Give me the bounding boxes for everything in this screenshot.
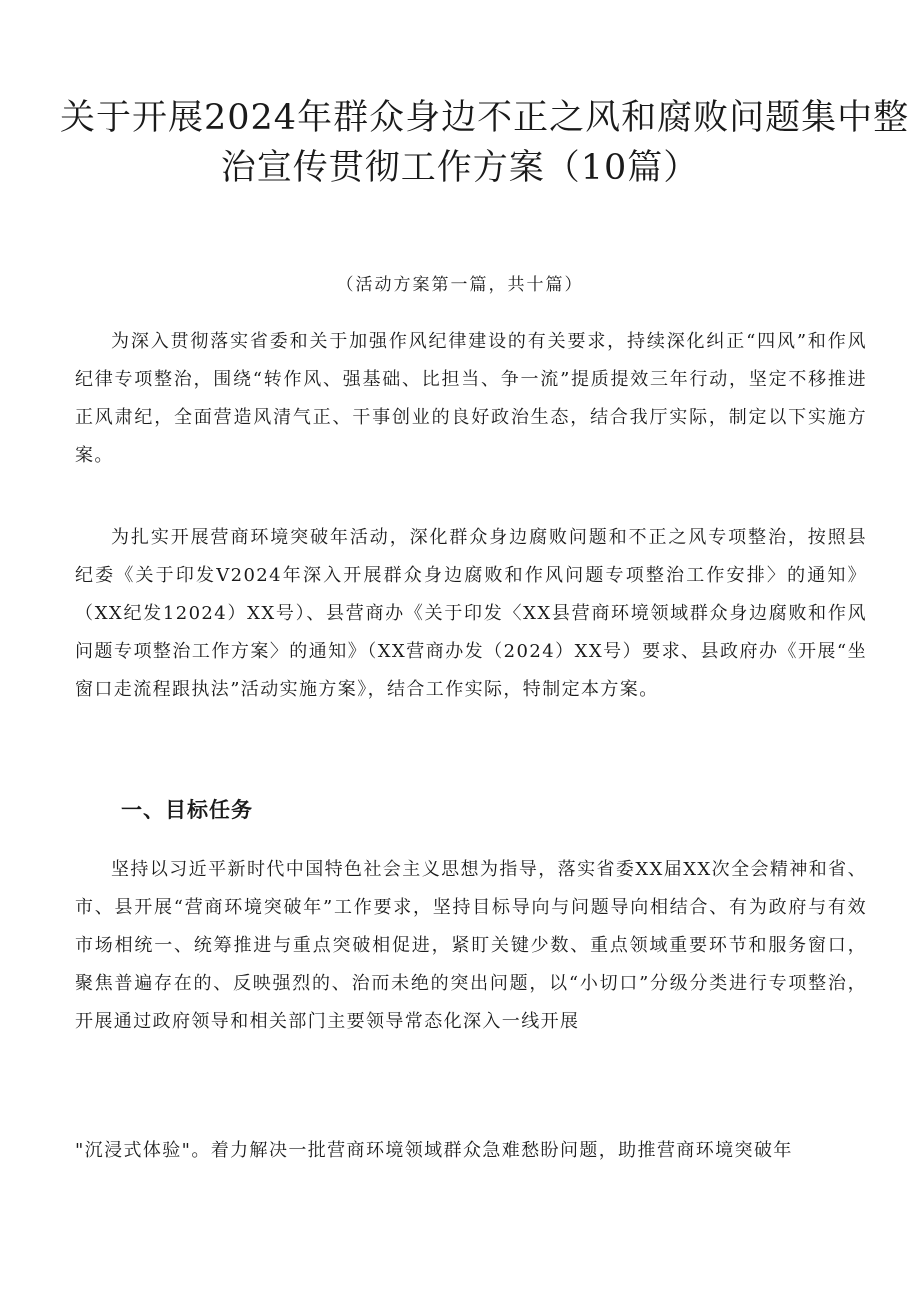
document-title-line-2: 治宣传贯彻工作方案（10篇） (220, 148, 700, 188)
document-title-line-1: 关于开展2024年群众身边不正之风和腐败问题集中整 (60, 98, 910, 138)
intro-paragraph-1: 为深入贯彻落实省委和关于加强作风纪律建设的有关要求，持续深化纠正“四风”和作风纪律专项整治，围绕“转作风、强基础、比担当、争一流”提质提效三年行动，坚定不移推进正风肃纪，全面营造风清气正、干事创业的良好政治生态，结合我厅实际，制定以下实施方案。 (75, 331, 867, 466)
section-paragraph-1: 坚持以习近平新时代中国特色社会主义思想为指导，落实省委XX届XX次全会精神和省、市、县开展“营商环境突破年”工作要求，坚持目标导向与问题导向相结合、有为政府与有效市场相统一、统筹推进与重点突破相促进，紧盯关键少数、重点领域重要环节和服务窗口，聚焦普遍存在的、反映强烈的、治而未绝的突出问题，以“小切口”分级分类进行专项整治，开展通过政府领导和相关部门主要领导常态化深入一线开展 (75, 859, 867, 1032)
section-paragraph-2: "沉浸式体验"。着力解决一批营商环境领域群众急难愁盼问题，助推营商环境突破年 (75, 1140, 793, 1161)
document-subtitle: （活动方案第一篇，共十篇） (336, 275, 584, 295)
intro-paragraph-2: 为扎实开展营商环境突破年活动，深化群众身边腐败问题和不正之风专项整治，按照县纪委《关于印发V2024年深入开展群众身边腐败和作风问题专项整治工作安排〉的通知》（XX纪发12024）XX号）、县营商办《关于印发〈XX县营商环境领域群众身边腐败和作风问题专项整治工作方案〉的通知》（XX营商办发（2024）XX号）要求、县政府办《开展“坐窗口走流程跟执法”活动实施方案》，结合工作实际，特制定本方案。 (75, 527, 867, 700)
section-heading: 一、目标任务 (121, 798, 253, 822)
